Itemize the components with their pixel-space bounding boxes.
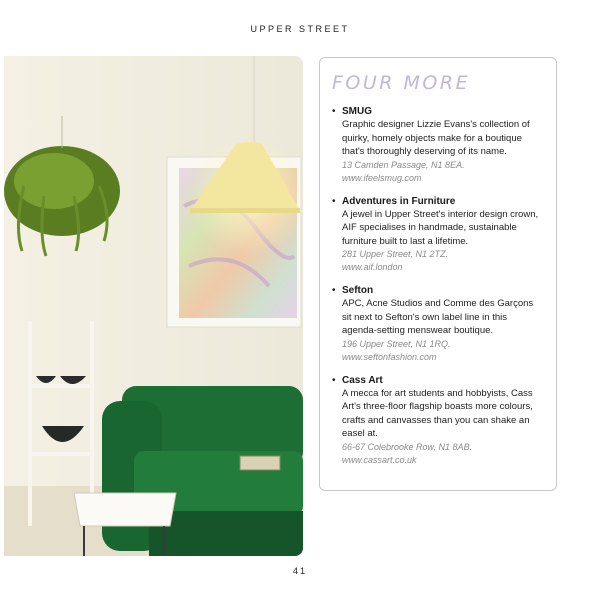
- shop-address: 66-67 Colebrooke Row, N1 8AB.: [342, 441, 473, 452]
- shop-name: Adventures in Furniture: [342, 195, 456, 207]
- shop-url: www.ifeelsmug.com: [342, 172, 422, 183]
- shop-address: 13 Camden Passage, N1 8EA.: [342, 159, 465, 170]
- list-item: [332, 195, 542, 275]
- shop-url: www.cassart.co.uk: [342, 454, 417, 465]
- page-number: 41: [292, 566, 307, 576]
- list-item: [332, 105, 542, 185]
- shop-description: APC, Acne Studios and Comme des Garçons sit next to Sefton's own label line in this agenda-setting menswear boutique.: [342, 298, 534, 336]
- list-item: [332, 374, 542, 467]
- bullet-icon: •: [332, 195, 336, 207]
- shop-description: Graphic designer Lizzie Evans's collection of quirky, homely objects make for a boutique that's thoroughly deserving of its name.: [342, 119, 530, 157]
- panel-title: FOUR MORE: [332, 72, 471, 94]
- shop-description: A jewel in Upper Street's interior design crown, AIF specialises in handmade, sustainable furniture built to last a lifetime.: [342, 208, 539, 247]
- shop-name: Cass Art: [342, 374, 383, 386]
- interior-photo: [4, 56, 303, 556]
- shop-name: SMUG: [342, 106, 372, 117]
- bullet-icon: •: [332, 374, 336, 386]
- shop-description: A mecca for art students and hobbyists, Cass Art's three-floor flagship boasts more colours, crafts and canvasses than you can shake an easel at.: [342, 387, 533, 439]
- shop-url: www.aif.london: [342, 262, 403, 272]
- shop-url: www.seftonfashion.com: [342, 351, 437, 362]
- four-more-panel: [319, 57, 557, 491]
- list-item: [332, 284, 542, 364]
- running-header: UPPER STREET: [250, 24, 350, 34]
- shop-name: Sefton: [342, 285, 374, 296]
- bullet-icon: •: [332, 285, 336, 296]
- shop-address: 281 Upper Street, N1 2TZ.: [342, 249, 449, 259]
- green-sofa: [102, 386, 303, 556]
- bullet-icon: •: [332, 106, 336, 117]
- shop-address: 196 Upper Street, N1 1RQ.: [342, 338, 451, 349]
